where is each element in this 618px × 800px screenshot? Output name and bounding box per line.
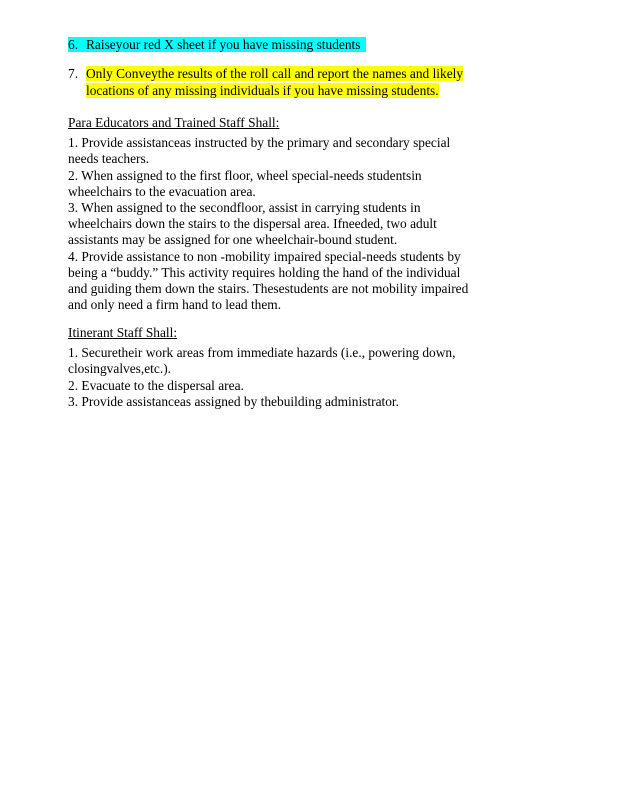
text-line: wheelchairs to the evacuation area. (68, 183, 256, 199)
item-text: Raiseyour red X sheet if you have missing students (86, 37, 361, 52)
text-line: 3. When assigned to the secondfloor, assist in carrying students in (68, 200, 421, 216)
text-line: assistants may be assigned for one wheelchair-bound student. (68, 232, 398, 248)
text-line: wheelchairs down the stairs to the dispersal area. Ifneeded, two adult (68, 216, 437, 232)
text-line: needs teachers. (68, 151, 150, 167)
item-number: 6. (68, 37, 79, 52)
item-number: 7. (68, 66, 79, 81)
text-line: 3. Provide assistanceas assigned by thebuilding administrator. (68, 393, 399, 409)
item-line-2 (68, 82, 550, 99)
text-line: being a “buddy.” This activity requires holding the hand of the individual (68, 264, 461, 280)
text-line: 1. Provide assistanceas instructed by the primary and secondary special (68, 135, 451, 151)
highlight-yellow-line-2: locations of any missing individuals if you have missing students. (86, 83, 439, 98)
text-line: 2. When assigned to the first floor, wheel special-needs studentsin (68, 167, 422, 183)
para-educators-section (68, 115, 554, 313)
itinerant-staff-section (68, 325, 554, 410)
highlight-yellow-line-1: Only Conveythe results of the roll call and report the names and likely (86, 66, 464, 81)
heading-colon: : (275, 115, 280, 130)
heading-text: Itinerant Staff Shall (68, 325, 174, 340)
item-line-1 (68, 65, 550, 82)
highlight-cyan (68, 37, 366, 52)
heading-colon: : (173, 325, 178, 340)
text-line: 2. Evacuate to the dispersal area. (68, 377, 244, 393)
text-line: 1. Securetheir work areas from immediate hazards (i.e., powering down, (68, 345, 456, 361)
list-item-7 (68, 65, 550, 99)
text-line: closingvalves,etc.). (68, 361, 171, 377)
para-educators-list (68, 135, 554, 313)
itinerant-staff-list (68, 345, 554, 410)
text-line: 4. Provide assistance to non -mobility impaired special-needs students by (68, 248, 461, 264)
text-line: and only need a firm hand to lead them. (68, 297, 282, 313)
heading-text: Para Educators and Trained Staff Shall (68, 115, 276, 130)
section-heading (68, 325, 554, 341)
list-item-6 (68, 36, 548, 53)
text-line: and guiding them down the stairs. Thesestudents are not mobility impaired (68, 281, 469, 297)
section-heading (68, 115, 554, 131)
